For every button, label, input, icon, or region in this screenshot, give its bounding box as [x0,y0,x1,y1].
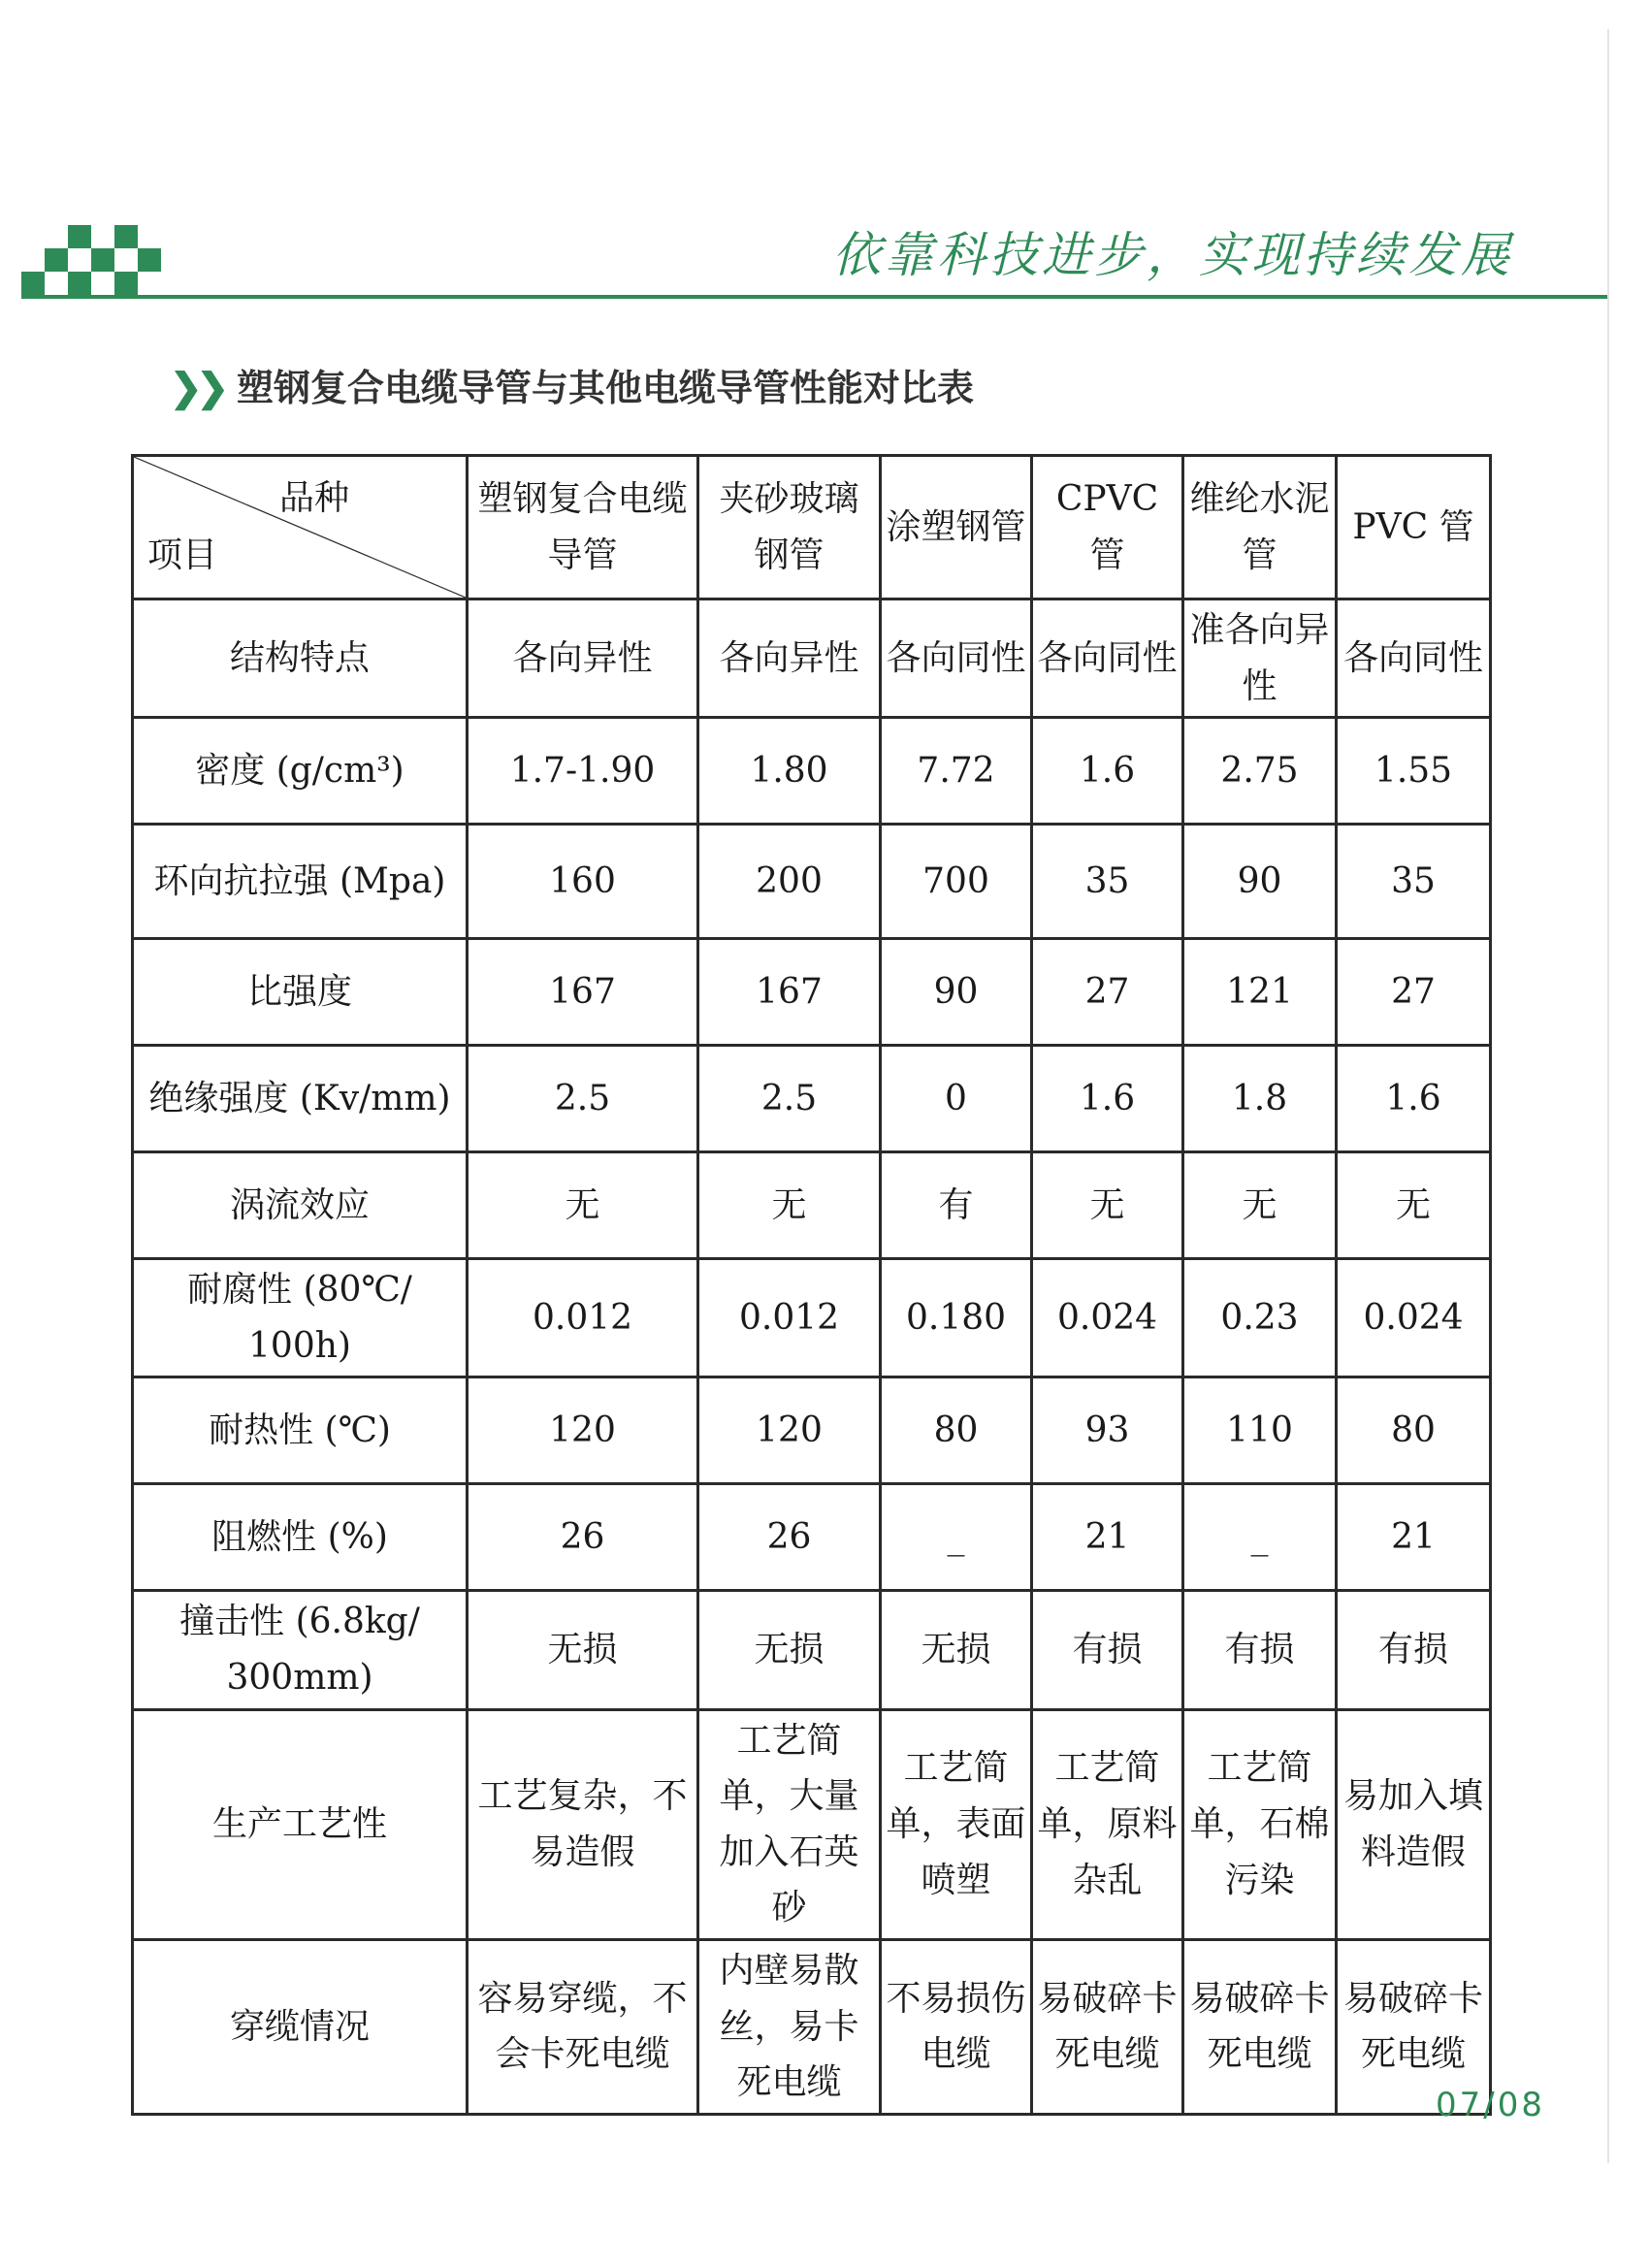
table-cell: 工艺简单，原料杂乱 [1032,1709,1183,1939]
table-cell: 1.6 [1337,1046,1491,1152]
table-cell: 0.012 [698,1259,881,1377]
table-cell: 0.23 [1183,1259,1337,1377]
table-cell: 容易穿缆，不会卡死电缆 [468,1939,698,2114]
row-label: 耐腐性 (80℃/ 100h) [133,1259,468,1377]
table-cell: 无损 [468,1591,698,1709]
table-cell: 2.75 [1183,718,1337,825]
table-cell: 167 [698,939,881,1046]
table-cell: 21 [1337,1484,1491,1591]
table-cell: 0.180 [881,1259,1032,1377]
table-cell: 无 [1032,1152,1183,1259]
table-cell: 各向同性 [1032,599,1183,718]
table-cell: 各向同性 [881,599,1032,718]
table-cell: 各向同性 [1337,599,1491,718]
table-cell: 7.72 [881,718,1032,825]
table-cell: 1.80 [698,718,881,825]
row-label: 生产工艺性 [133,1709,468,1939]
table-cell: 2.5 [468,1046,698,1152]
table-cell: 无 [1183,1152,1337,1259]
table-cell: 93 [1032,1377,1183,1484]
table-row [133,1709,1491,1939]
table-cell: 167 [468,939,698,1046]
table-cell: 1.6 [1032,1046,1183,1152]
table-row [133,1259,1491,1377]
table-cell: 0.012 [468,1259,698,1377]
row-label: 穿缆情况 [133,1939,468,2114]
table-cell: 121 [1183,939,1337,1046]
comparison-table [131,454,1492,2116]
table-cell: 准各向异性 [1183,599,1337,718]
table-cell: 80 [881,1377,1032,1484]
table-cell: 无 [1337,1152,1491,1259]
table-cell: 有损 [1032,1591,1183,1709]
section-title [170,359,974,417]
table-cell: 90 [1183,825,1337,939]
table-cell: 27 [1032,939,1183,1046]
table-cell: 26 [698,1484,881,1591]
table-cell: 有损 [1183,1591,1337,1709]
table-cell: 各向异性 [468,599,698,718]
table-cell: 160 [468,825,698,939]
table-cell: 工艺复杂，不易造假 [468,1709,698,1939]
row-label: 涡流效应 [133,1152,468,1259]
checker-logo [21,223,163,295]
corner-cell [133,456,468,599]
table-row [133,1152,1491,1259]
row-label: 撞击性 (6.8kg/ 300mm) [133,1591,468,1709]
table-row [133,1591,1491,1709]
table-cell: 120 [698,1377,881,1484]
table-cell: 无 [698,1152,881,1259]
corner-label-variety: 品种 [279,478,350,518]
table-cell: 90 [881,939,1032,1046]
column-header: 涂塑钢管 [881,456,1032,599]
row-label: 绝缘强度 (Kv/mm) [133,1046,468,1152]
table-cell: 1.7-1.90 [468,718,698,825]
table-cell: 0.024 [1337,1259,1491,1377]
table-row [133,599,1491,718]
table-cell: 无损 [881,1591,1032,1709]
header-slogan: 依靠科技进步，实现持续发展 [832,227,1513,283]
column-header: 维纶水泥管 [1183,456,1337,599]
page-edge-rule [1607,29,1609,2163]
table-cell: _ [881,1484,1032,1591]
table-cell: 0 [881,1046,1032,1152]
table-cell: 2.5 [698,1046,881,1152]
row-label: 耐热性 (℃) [133,1377,468,1484]
column-header: 夹砂玻璃钢管 [698,456,881,599]
table-cell: 1.8 [1183,1046,1337,1152]
table-row [133,825,1491,939]
table-cell: 易加入填料造假 [1337,1709,1491,1939]
column-header: 塑钢复合电缆导管 [468,456,698,599]
table-cell: 内壁易散丝，易卡死电缆 [698,1939,881,2114]
table-cell: 80 [1337,1377,1491,1484]
table-row [133,1484,1491,1591]
table-cell: 1.55 [1337,718,1491,825]
row-label: 密度 (g/cm³) [133,718,468,825]
table-cell: 110 [1183,1377,1337,1484]
table-cell: 1.6 [1032,718,1183,825]
table-row [133,1046,1491,1152]
table-cell: 有 [881,1152,1032,1259]
row-label: 比强度 [133,939,468,1046]
table-row [133,718,1491,825]
table-cell: 120 [468,1377,698,1484]
table-cell: 700 [881,825,1032,939]
table-cell: 各向异性 [698,599,881,718]
row-label: 环向抗拉强 (Mpa) [133,825,468,939]
table-row [133,1939,1491,2114]
header-divider [21,295,1607,299]
table-cell: 27 [1337,939,1491,1046]
table-cell: 工艺简单，表面喷塑 [881,1709,1032,1939]
row-label: 阻燃性 (%) [133,1484,468,1591]
table-cell: 21 [1032,1484,1183,1591]
table-cell: 工艺简单，石棉污染 [1183,1709,1337,1939]
corner-label-item: 项目 [147,535,218,576]
table-cell: 无 [468,1152,698,1259]
table-cell: 不易损伤电缆 [881,1939,1032,2114]
table-cell: 易破碎卡死电缆 [1183,1939,1337,2114]
table-header-row [133,456,1491,599]
table-cell: 无损 [698,1591,881,1709]
table-cell: 35 [1032,825,1183,939]
column-header: CPVC 管 [1032,456,1183,599]
column-header: PVC 管 [1337,456,1491,599]
table-cell: 35 [1337,825,1491,939]
page-number: 07/08 [1436,2086,1545,2124]
table-cell: 易破碎卡死电缆 [1337,1939,1491,2114]
section-title-text: 塑钢复合电缆导管与其他电缆导管性能对比表 [237,366,975,409]
table-cell: 200 [698,825,881,939]
table-row [133,939,1491,1046]
table-cell: 有损 [1337,1591,1491,1709]
table-cell: 工艺简单，大量加入石英砂 [698,1709,881,1939]
table-cell: 26 [468,1484,698,1591]
table-row [133,1377,1491,1484]
table-cell: 0.024 [1032,1259,1183,1377]
table-cell: 易破碎卡死电缆 [1032,1939,1183,2114]
table-cell: _ [1183,1484,1337,1591]
row-label: 结构特点 [133,599,468,718]
double-chevron-icon: ❯❯ [170,365,224,410]
